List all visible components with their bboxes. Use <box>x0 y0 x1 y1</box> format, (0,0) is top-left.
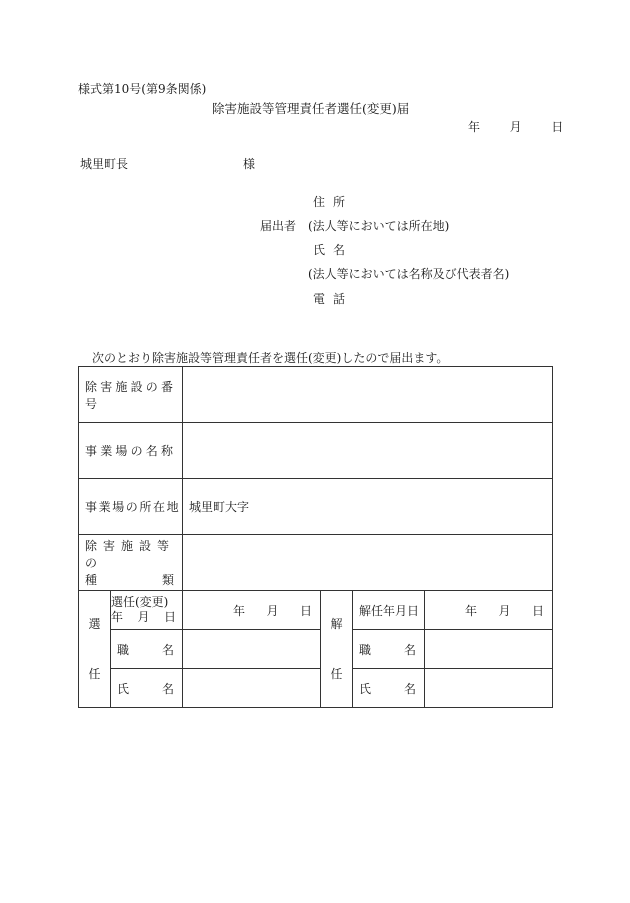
facility-kind-label-b: 類 <box>161 573 174 587</box>
appoint-side-label: 選 任 <box>79 591 111 708</box>
appoint-date-label: 選任(変更) 年 月 日 <box>111 591 183 630</box>
telephone-label: 電話 <box>313 292 354 306</box>
appoint-date-field[interactable]: 年 月 日 <box>183 591 321 630</box>
facility-kind-field[interactable] <box>183 535 553 591</box>
business-address-label: 事業場の所在地 <box>79 479 183 535</box>
dismiss-side-label: 解 任 <box>321 591 353 708</box>
dismiss-date-label: 解任年月日 <box>353 591 425 630</box>
business-name-row <box>79 423 553 479</box>
date-day: 日 <box>551 120 564 134</box>
business-name-label: 事業場の名称 <box>79 423 183 479</box>
report-table <box>78 366 553 708</box>
position-row <box>79 630 553 669</box>
name-note: (法人等においては名称及び代表者名) <box>308 267 510 281</box>
facility-number-field[interactable] <box>183 367 553 423</box>
appoint-name-field[interactable] <box>183 669 321 708</box>
facility-kind-label-line1: 除害施設等の <box>85 539 176 570</box>
submitter-label: 届出者 <box>260 219 297 233</box>
appoint-name-label: 氏 名 <box>111 669 183 708</box>
facility-kind-label-a: 種 <box>85 573 98 587</box>
dismiss-date-field[interactable]: 年 月 日 <box>425 591 553 630</box>
address-note: (法人等においては所在地) <box>308 219 450 233</box>
dismiss-name-field[interactable] <box>425 669 553 708</box>
date-row <box>79 591 553 630</box>
addressee-honorific: 様 <box>243 157 256 171</box>
addressee-name: 城里町長 <box>80 157 129 171</box>
form-number: 様式第10号(第9条関係) <box>78 82 207 96</box>
business-address-row <box>79 479 553 535</box>
facility-kind-label <box>79 535 183 591</box>
name-label: 氏名 <box>313 243 354 257</box>
name-row <box>79 669 553 708</box>
date-month: 月 <box>509 120 522 134</box>
facility-number-row <box>79 367 553 423</box>
submission-date <box>468 118 563 135</box>
document-title: 除害施設等管理責任者選任(変更)届 <box>212 101 410 116</box>
statement-text: 次のとおり除害施設等管理責任者を選任(変更)したので届出ます。 <box>92 351 449 365</box>
appoint-position-field[interactable] <box>183 630 321 669</box>
business-name-field[interactable] <box>183 423 553 479</box>
address-label: 住所 <box>313 195 354 209</box>
dismiss-name-label: 氏 名 <box>353 669 425 708</box>
dismiss-position-field[interactable] <box>425 630 553 669</box>
appoint-position-label: 職 名 <box>111 630 183 669</box>
facility-number-label: 除害施設の番号 <box>79 367 183 423</box>
business-address-field[interactable]: 城里町大字 <box>183 479 553 535</box>
dismiss-position-label: 職 名 <box>353 630 425 669</box>
facility-kind-row <box>79 535 553 591</box>
date-year: 年 <box>468 120 481 134</box>
